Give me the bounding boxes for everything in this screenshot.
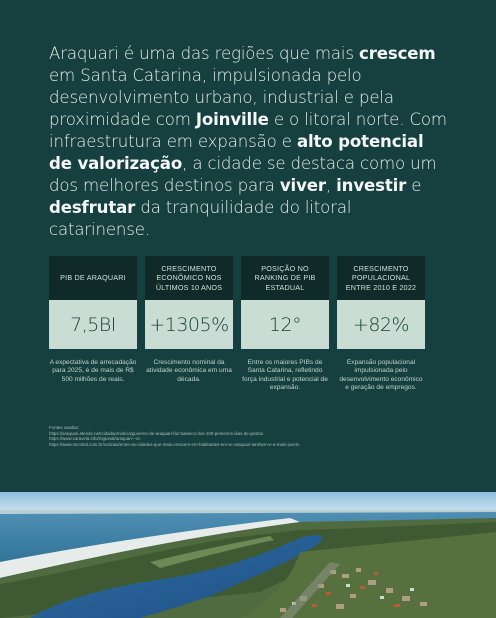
stat-description: Crescimento nominal da atividade econômica em uma década. — [146, 359, 232, 383]
intro-text-4: , a cidade se destaca como um dos melhores destinos para — [49, 154, 437, 195]
intro-text-6: e — [406, 176, 422, 195]
aerial-coast-photo — [0, 492, 496, 618]
stat-crescimento-populacional — [337, 256, 425, 392]
stat-label: PIB DE ARAQUARI — [49, 256, 137, 300]
stat-description: A expectativa de arrecadação para 2025, é de mais de R$ 500 milhões de reais. — [49, 359, 137, 383]
stat-crescimento-economico — [145, 256, 233, 392]
sources — [49, 425, 469, 447]
source-link-2[interactable]: https://www.caravela.info/regional/araquari---sc — [49, 436, 141, 442]
stat-pib — [49, 256, 137, 392]
intro-text-3: e o litoral norte. Com infraestrutura em expansão e — [49, 110, 447, 151]
intro-bold-viver: viver — [279, 176, 326, 195]
stat-description: Entre os maiores PIBs de Santa Catarina, refletindo força industrial e potencial de expansão. — [242, 359, 328, 391]
stat-value: +82% — [337, 300, 425, 349]
stat-label: CRESCIMENTO ECONÔMICO NOS ÚLTIMOS 10 ANOS — [145, 256, 233, 300]
intro-paragraph — [49, 43, 449, 241]
stats-grid — [49, 256, 425, 392]
stat-value: 12° — [241, 300, 329, 349]
source-link-3[interactable]: https://www.nsctotal.com.br/noticias/entre-as-cidades-que-mais-crescem-em-habitantes-em-sc-araquari-tambem-e-a-mais-jovem — [49, 441, 300, 447]
intro-bold-crescem: crescem — [359, 44, 436, 63]
intro-text-2: em Santa Catarina, impulsionada pelo desenvolvimento urbano, industrial e pela proximidade com — [49, 66, 394, 129]
stat-description: Expansão populacional impulsionada pelo desenvolvimento econômico e geração de empregos. — [339, 359, 423, 391]
stat-label: CRESCIMENTO POPULACIONAL ENTRE 2010 E 2022 — [337, 256, 425, 300]
stat-value: +1305% — [145, 300, 233, 349]
intro-text-7: da tranquilidade do litoral catarinense. — [49, 198, 352, 239]
stat-value: 7,5BI — [49, 300, 137, 349]
sources-title: Fontes usadas: — [49, 425, 80, 430]
intro-bold-investir: investir — [336, 176, 407, 195]
source-link-1[interactable]: https://araquari.atende.net/cidadao/noticia/governo-de-araquari-faz-balanco-dos-100-primeiros-dias-de-gestao — [49, 430, 264, 436]
intro-bold-desfrutar: desfrutar — [49, 198, 136, 217]
intro-text-1: Araquari é uma das regiões que mais — [49, 44, 360, 63]
stat-label: POSIÇÃO NO RANKING DE PIB ESTADUAL — [241, 256, 329, 300]
stat-ranking-pib — [241, 256, 329, 392]
aerial-coast-illustration — [0, 492, 496, 618]
intro-bold-joinville: Joinville — [195, 110, 269, 129]
intro-bold-valorizacao: alto potencial de valorização — [49, 132, 424, 173]
intro-text-5: , — [325, 176, 337, 195]
